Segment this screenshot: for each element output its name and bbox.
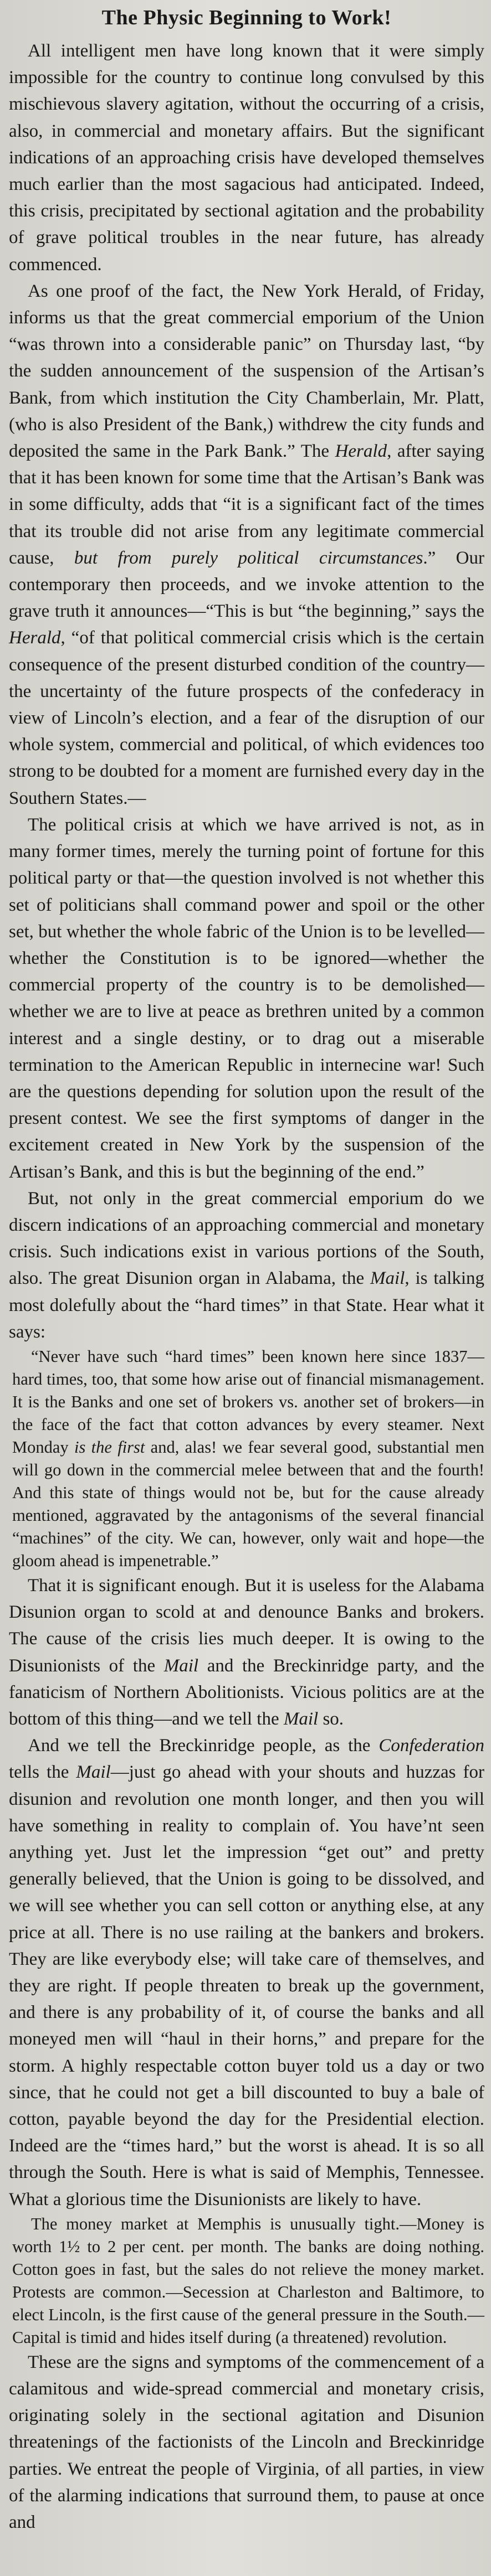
text-run: And we tell the Breckinridge people, as the <box>28 1736 379 1756</box>
text-run: —just go ahead with your shouts and huzzas for disunion and revolution one month longer, and then you will have something in reality to complain of. You have’nt seen anything yet. Just let the impression “get out” and pretty generally believed, that the Union is going to be dissolved, and we will see whether you can sell cotton or anything else, at any price at all. There is no use railing at the bankers and brokers. They are like everybody else; will take care of themselves, and they are right. If people threaten to break up the government, and there is any probability of it, of course the banks and all moneyed men will “haul in their horns,” and prepare for the storm. A highly respectable cotton buyer told us a day or two since, that he could not get a bill discounted to buy a bale of cotton, payable beyond the day for the Presidential election. Indeed are the “times hard,” but the worst is ahead. It is so all through the South. Here is what is said of Memphis, Tennessee. What a glorious time the Disunionists are likely to have. <box>9 1762 484 2210</box>
italic-text: Confederation <box>379 1736 484 1756</box>
text-run: , “of that political commercial crisis which is the certain consequence of the present disturbed condition of the country—the uncertainty of the future prospects of the confederacy in view of Lincoln’s election, and a fear of the disruption of our whole system, commercial and political, of which evidences too strong to be doubted for a moment are furnished every day in the Southern States.— <box>9 628 484 808</box>
italic-text: Herald <box>335 441 387 462</box>
paragraph-cause-of-crisis <box>9 1572 484 1732</box>
text-run: and, alas! we fear several good, substantial men will go down in the commercial melee between that and the fourth! And this state of things would not be, but for the cause already mentioned, aggravated by the antagonisms of the several financial “machines” of the city. We can, however, only wait and hope—the gloom ahead is impenetrable.” <box>12 1437 484 1570</box>
text-run: But, not only in the great commercial emporium do we discern indications of an approaching commercial and monetary crisis. Such indications exist in various portions of the South, also. The great Disunion organ in Alabama, the <box>9 1188 484 1289</box>
italic-text: Mail <box>283 1708 319 1729</box>
italic-text: Mail <box>163 1655 199 1676</box>
paragraph-breckinridge-warning <box>9 1732 484 2213</box>
text-run: , after saying that it has been known for some time that the Artisan’s Bank was in some difficulty, adds that “it is a significant fact of the times that its trouble did not arise from any legitimate commercial cause, <box>9 441 484 568</box>
text-run: tells the <box>9 1762 76 1783</box>
article-headline: The Physic Beginning to Work! <box>101 6 392 29</box>
text-run: “Never have such “hard times” been known here since 1837—hard times, too, that some how arise out of financial mismanagement. It is the Banks and one set of brokers vs. another set of brokers—in the face of the fact that cotton advances by every steamer. Next Monday <box>12 1346 484 1457</box>
italic-text: Herald <box>9 628 61 648</box>
paragraph-political-crisis: The political crisis at which we have arrived is not, as in many former times, merely the turning point of fortune for this political party or that—the question involved is not whether this set of politicians shall command power and spoil or the other set, but whether the whole fabric of the Union is to be levelled—whether the Constitution is to be ignored—whether the commercial property of the country is to be demolished—whether we are to live at peace as brethren united by a common interest and a single destiny, or to drag out a miserable termination to the American Republic in internecine war! Such are the questions depending for solution upon the result of the present contest. We see the first symptoms of danger in the excitement created in New York by the suspension of the Artisan’s Bank, and this is but the beginning of the end.” <box>9 814 484 1182</box>
text-run: so. <box>318 1708 344 1729</box>
text-run: That it is significant enough. But it is useless for the Alabama Disunion organ to scold at and denounce Banks and brokers. The cause of the crisis lies much deeper. It is owing to the Disunionists of the <box>9 1575 484 1676</box>
quote-memphis-market: The money market at Memphis is unusually tight.—Money is worth 1½ to 2 per cent. per month. The banks are doing nothing. Cotton goes in fast, but the sales do not relieve the money market. Protests are common.—Secession at Charleston and Baltimore, to elect Lincoln, is the first cause of the general pressure in the South.—Capital is timid and hides itself during (a threatened) revolution. <box>12 2214 484 2347</box>
text-run: and the Breckinridge party, and the fanaticism of Northern Abolitionists. Vicious politics are at the bottom of this thing—and we tell the <box>9 1655 484 1729</box>
italic-text: but from purely political circumstances <box>74 548 423 568</box>
italic-text: Mail <box>370 1268 405 1289</box>
paragraph-herald-report <box>9 278 484 812</box>
italic-text: is the first <box>74 1437 145 1457</box>
text-run: , is talking most dolefully about the “hard times” in that State. Hear what it says: <box>9 1268 484 1342</box>
paragraph-closing: These are the signs and symptoms of the commencement of a calamitous and wide-spread commercial and monetary crisis, originating solely in the sectional agitation and Disunion threatenings of the factionists of the Lincoln and Breckinridge parties. We entreat the people of Virginia, of all parties, in view of the alarming indications that surround them, to pause at once and <box>9 2352 484 2533</box>
text-run: As one proof of the fact, the New York Herald, of Friday, informs us that the great commercial emporium of the Union “was thrown into a considerable panic” on Thursday last, “by the sudden announcement of the suspension of the Artisan’s Bank, from which institution the City Chamberlain, Mr. Platt, (who is also President of the Bank,) withdrew the city funds and deposited the same in the Park Bank.” The <box>9 281 484 462</box>
italic-text: Mail <box>76 1762 111 1783</box>
paragraph-south-indications <box>9 1185 484 1345</box>
text-run: .” Our contemporary then proceeds, and we invoke attention to the grave truth it announces—“This is but “the beginning,” says the <box>9 548 484 622</box>
paragraph-intro: All intelligent men have long known that it were simply impossible for the country to continue long convulsed by this mischievous slavery agitation, without the occurring of a crisis, also, in commercial and monetary affairs. But the significant indications of an approaching crisis have developed themselves much earlier than the most sagacious had anticipated. Indeed, this crisis, precipitated by sectional agitation and the probability of grave political troubles in the near future, has already commenced. <box>9 41 484 275</box>
quote-alabama-mail <box>9 1345 484 1572</box>
